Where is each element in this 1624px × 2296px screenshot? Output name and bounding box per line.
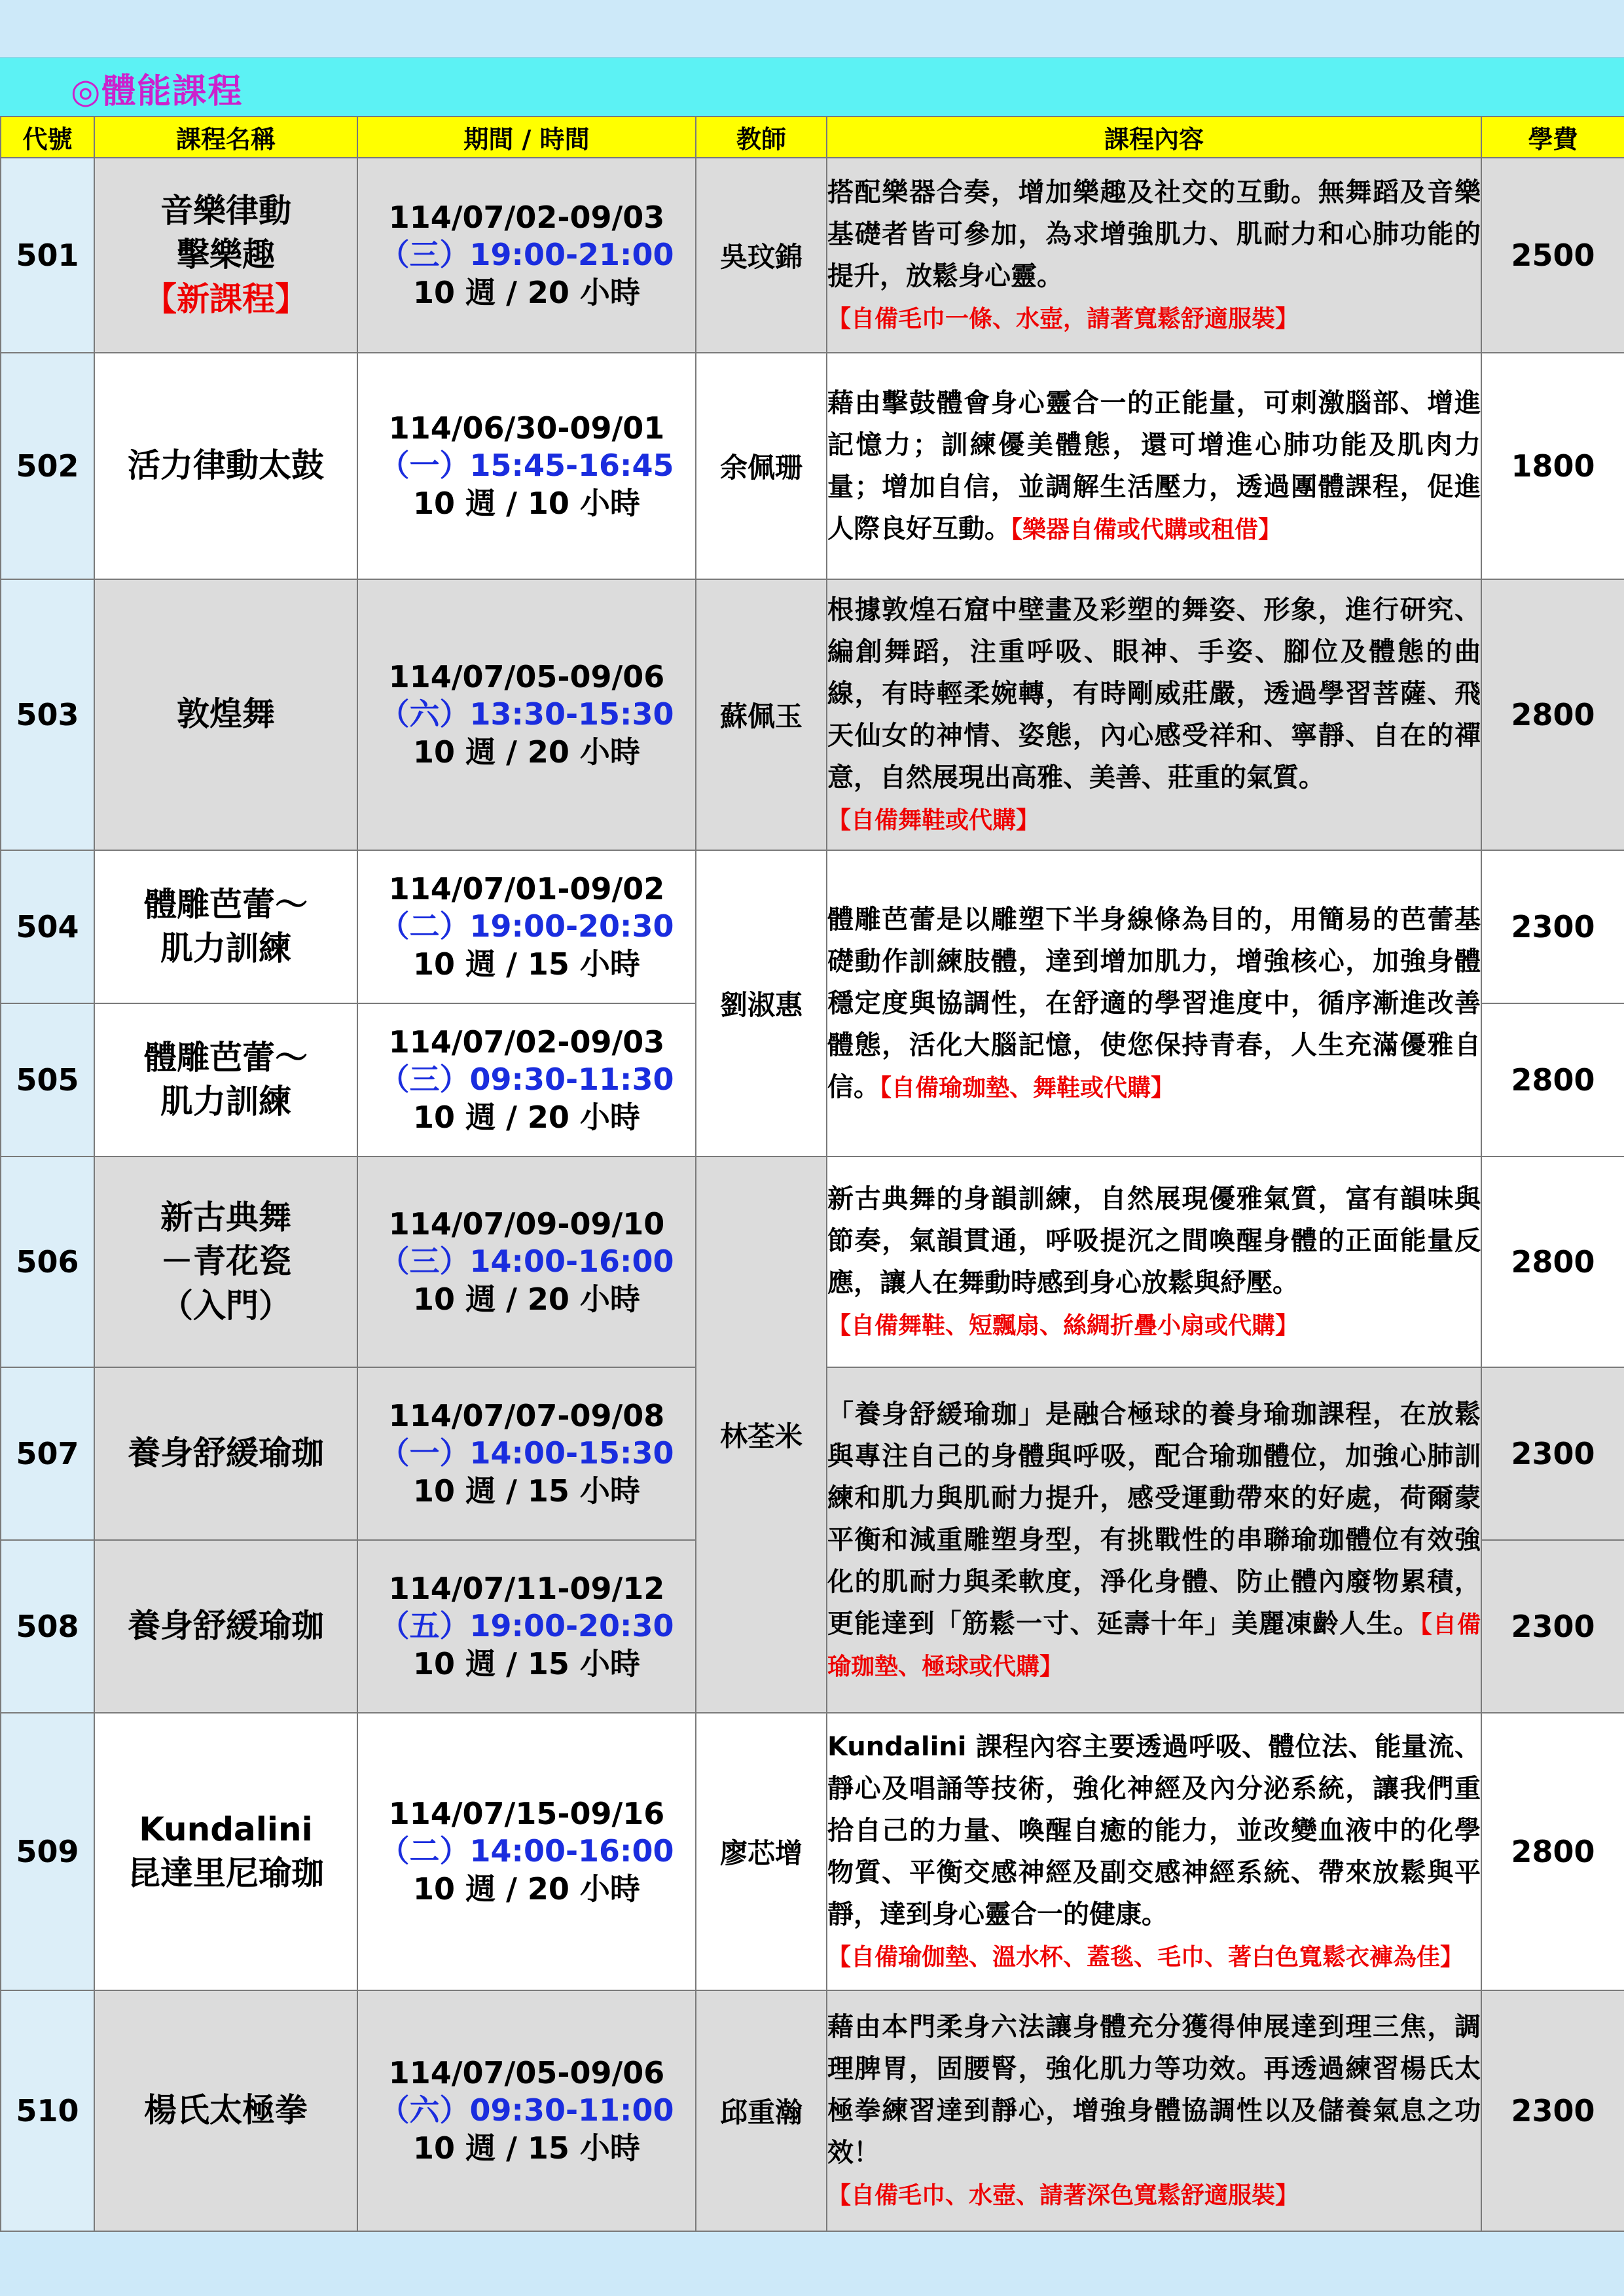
- course-dates: 114/07/07-09/08: [388, 1397, 665, 1433]
- course-name-line: 體雕芭蕾～: [144, 885, 308, 924]
- course-name-line: 新古典舞: [160, 1198, 291, 1236]
- course-dates: 114/07/11-09/12: [388, 1570, 665, 1606]
- course-name-line: （入門）: [160, 1286, 291, 1325]
- content-text: 藉由擊鼓體會身心靈合一的正能量，可刺激腦部、增進記憶力；訓練優美體態，還可增進心肺功能及肌肉力量；增加自信，並調解生活壓力，透過團體課程，促進人際良好互動。: [827, 388, 1481, 544]
- course-dates: 114/07/05-09/06: [388, 2054, 665, 2090]
- course-fee: 2800: [1481, 1713, 1624, 1990]
- course-fee: 2800: [1481, 1003, 1624, 1157]
- course-name: [94, 1367, 357, 1540]
- course-teacher: 廖芯增: [696, 1713, 827, 1990]
- course-name-line: 敦煌舞: [177, 695, 275, 734]
- content-note: 【自備瑜珈墊、極球或代購】: [827, 1611, 1481, 1680]
- course-dates: 114/07/02-09/03: [388, 199, 665, 235]
- course-name: [94, 850, 357, 1003]
- course-code: 505: [1, 1003, 94, 1157]
- course-code: 509: [1, 1713, 94, 1990]
- course-content: [827, 1713, 1481, 1990]
- course-duration: 10 週 / 20 小時: [413, 274, 640, 310]
- course-content: [827, 158, 1481, 353]
- course-period: [357, 353, 696, 579]
- course-name: [94, 1540, 357, 1713]
- course-time: （六）09:30-11:00: [379, 2092, 674, 2128]
- course-code: 502: [1, 353, 94, 579]
- course-duration: 10 週 / 15 小時: [413, 1645, 640, 1681]
- course-row-510: [1, 1990, 1624, 2231]
- course-code: 507: [1, 1367, 94, 1540]
- content-note: 【自備瑜珈墊、舞鞋或代購】: [880, 1075, 1175, 1102]
- course-teacher: 邱重瀚: [696, 1990, 827, 2231]
- course-name: [94, 579, 357, 850]
- course-teacher: 蘇佩玉: [696, 579, 827, 850]
- course-teacher: 劉淑惠: [696, 850, 827, 1157]
- course-name-line: 養身舒緩瑜珈: [128, 1607, 324, 1645]
- course-row-503: [1, 579, 1624, 850]
- content-note: 【自備毛巾、水壺、請著深色寬鬆舒適服裝】: [827, 2182, 1299, 2209]
- course-name-line: 養身舒緩瑜珈: [128, 1434, 324, 1473]
- course-duration: 10 週 / 20 小時: [413, 1871, 640, 1907]
- course-time: （三）09:30-11:30: [379, 1062, 674, 1098]
- course-fee: 2300: [1481, 1367, 1624, 1540]
- course-name: [94, 1713, 357, 1990]
- course-period: [357, 1003, 696, 1157]
- course-content: [827, 579, 1481, 850]
- course-duration: 10 週 / 20 小時: [413, 734, 640, 770]
- course-teacher: 林荃米: [696, 1157, 827, 1713]
- new-course-tag: 【新課程】: [144, 279, 308, 318]
- course-duration: 10 週 / 15 小時: [413, 1473, 640, 1509]
- course-code: 510: [1, 1990, 94, 2231]
- course-time: （二）19:00-20:30: [379, 908, 674, 944]
- course-dates: 114/07/15-09/16: [388, 1795, 665, 1831]
- course-name-line: 肌力訓練: [160, 1083, 291, 1121]
- course-time: （一）15:45-16:45: [379, 448, 674, 484]
- header-code: 代號: [1, 117, 94, 158]
- course-name-line: 體雕芭蕾～: [144, 1038, 308, 1077]
- course-time: （六）13:30-15:30: [379, 696, 674, 732]
- content-note: 【樂器自備或代購或租借】: [1011, 516, 1282, 543]
- course-fee: 2800: [1481, 579, 1624, 850]
- course-period: [357, 1713, 696, 1990]
- course-time: （二）14:00-16:00: [379, 1833, 674, 1869]
- course-name-line: Kundalini: [139, 1810, 313, 1848]
- course-teacher: 吳玟錦: [696, 158, 827, 353]
- course-row-509: [1, 1713, 1624, 1990]
- section-title: ◎體能課程: [71, 72, 244, 111]
- course-period: [357, 1157, 696, 1367]
- course-period: [357, 158, 696, 353]
- course-content: [827, 353, 1481, 579]
- course-row-504: [1, 850, 1624, 1003]
- course-period: [357, 1990, 696, 2231]
- content-text: 新古典舞的身韻訓練，自然展現優雅氣質，富有韻味與節奏，氣韻貫通，呼吸提沉之間喚醒身體的正面能量反應，讓人在舞動時感到身心放鬆與紓壓。: [827, 1184, 1481, 1298]
- course-dates: 114/06/30-09/01: [388, 410, 665, 446]
- course-fee: 2500: [1481, 158, 1624, 353]
- course-period: [357, 579, 696, 850]
- course-fee: 2300: [1481, 850, 1624, 1003]
- course-fee: 1800: [1481, 353, 1624, 579]
- course-row-502: [1, 353, 1624, 579]
- content-note: 【自備瑜伽墊、溫水杯、蓋毯、毛巾、著白色寬鬆衣褲為佳】: [827, 1944, 1464, 1971]
- course-code: 506: [1, 1157, 94, 1367]
- course-time: （三）14:00-16:00: [379, 1244, 674, 1280]
- course-code: 501: [1, 158, 94, 353]
- course-duration: 10 週 / 20 小時: [413, 1099, 640, 1135]
- course-duration: 10 週 / 10 小時: [413, 485, 640, 521]
- content-text: Kundalini 課程內容主要透過呼吸、體位法、能量流、靜心及唱誦等技術，強化神經及內分泌系統，讓我們重拾自己的力量、喚醒自癒的能力，並改變血液中的化學物質、平衡交感神經及副交感神經系統、帶來放鬆與平靜，達到身心靈合一的健康。: [827, 1732, 1481, 1929]
- section-header-band: [0, 57, 1624, 117]
- header-teacher: 教師: [696, 117, 827, 158]
- course-name: [94, 158, 357, 353]
- course-row-501: [1, 158, 1624, 353]
- course-code: 508: [1, 1540, 94, 1713]
- course-duration: 10 週 / 15 小時: [413, 946, 640, 982]
- course-code: 503: [1, 579, 94, 850]
- content-text: 體雕芭蕾是以雕塑下半身線條為目的，用簡易的芭蕾基礎動作訓練肢體，達到增加肌力，增強核心，加強身體穩定度與協調性，在舒適的學習進度中，循序漸進改善體態，活化大腦記憶，使您保持青春，人生充滿優雅自信。: [827, 905, 1481, 1102]
- course-time: （三）19:00-21:00: [379, 237, 674, 273]
- content-note: 【自備舞鞋或代購】: [827, 807, 1040, 834]
- course-name-line: 擊樂趣: [177, 236, 275, 274]
- content-note: 【自備舞鞋、短飄扇、絲綢折疊小扇或代購】: [827, 1312, 1299, 1339]
- header-content: 課程內容: [827, 117, 1481, 158]
- header-name: 課程名稱: [94, 117, 357, 158]
- course-fee: 2300: [1481, 1540, 1624, 1713]
- course-period: [357, 850, 696, 1003]
- header-period: 期間 / 時間: [357, 117, 696, 158]
- course-name-line: 肌力訓練: [160, 929, 291, 967]
- content-note: 【自備毛巾一條、水壺，請著寬鬆舒適服裝】: [827, 306, 1299, 332]
- course-name: [94, 1157, 357, 1367]
- course-table: [0, 116, 1624, 2232]
- course-name: [94, 1990, 357, 2231]
- course-period: [357, 1540, 696, 1713]
- course-duration: 10 週 / 20 小時: [413, 1281, 640, 1317]
- course-content: [827, 1990, 1481, 2231]
- course-dates: 114/07/02-09/03: [388, 1024, 665, 1060]
- table-header-row: [1, 117, 1624, 158]
- course-duration: 10 週 / 15 小時: [413, 2130, 640, 2166]
- course-time: （五）19:00-20:30: [379, 1608, 674, 1644]
- content-text: 搭配樂器合奏，增加樂趣及社交的互動。無舞蹈及音樂基礎者皆可參加，為求增強肌力、肌耐力和心肺功能的提升，放鬆身心靈。: [827, 177, 1481, 291]
- course-dates: 114/07/05-09/06: [388, 658, 665, 694]
- course-period: [357, 1367, 696, 1540]
- content-text: 「養身舒緩瑜珈」是融合極球的養身瑜珈課程，在放鬆與專注自己的身體與呼吸，配合瑜珈體位，加強心肺訓練和肌力與肌耐力提升，感受運動帶來的好處，荷爾蒙平衡和減重雕塑身型，有挑戰性的串聯瑜珈體位有效強化的肌耐力與柔軟度，淨化身體、防止體內廢物累積，更能達到「筋鬆一寸、延壽十年」美麗凍齡人生。: [827, 1399, 1481, 1639]
- course-name: [94, 1003, 357, 1157]
- course-dates: 114/07/09-09/10: [388, 1206, 665, 1242]
- course-name-line: 昆達里尼瑜珈: [128, 1854, 324, 1892]
- course-fee: 2300: [1481, 1990, 1624, 2231]
- content-text: 藉由本門柔身六法讓身體充分獲得伸展達到理三焦，調理脾胃，固腰腎，強化肌力等功效。再透過練習楊氏太極拳練習達到靜心，增強身體協調性以及儲養氣息之功效！: [827, 2012, 1481, 2168]
- course-content: [827, 850, 1481, 1157]
- content-text: 根據敦煌石窟中壁畫及彩塑的舞姿、形象，進行研究、編創舞蹈，注重呼吸、眼神、手姿、腳位及體態的曲線，有時輕柔婉轉，有時剛威莊嚴，透過學習菩薩、飛天仙女的神情、姿態，內心感受祥和、寧靜、自在的禪意，自然展現出高雅、美善、莊重的氣質。: [827, 595, 1481, 793]
- course-dates: 114/07/01-09/02: [388, 870, 665, 906]
- course-time: （一）14:00-15:30: [379, 1435, 674, 1471]
- course-name-line: －青花瓷: [160, 1242, 291, 1281]
- course-content: [827, 1367, 1481, 1713]
- course-name-line: 活力律動太鼓: [128, 446, 324, 485]
- course-fee: 2800: [1481, 1157, 1624, 1367]
- course-row-506: [1, 1157, 1624, 1367]
- course-content: [827, 1157, 1481, 1367]
- course-code: 504: [1, 850, 94, 1003]
- course-name: [94, 353, 357, 579]
- header-fee: 學費: [1481, 117, 1624, 158]
- course-name-line: 楊氏太極拳: [144, 2091, 308, 2130]
- course-teacher: 余佩珊: [696, 353, 827, 579]
- course-name-line: 音樂律動: [160, 191, 291, 230]
